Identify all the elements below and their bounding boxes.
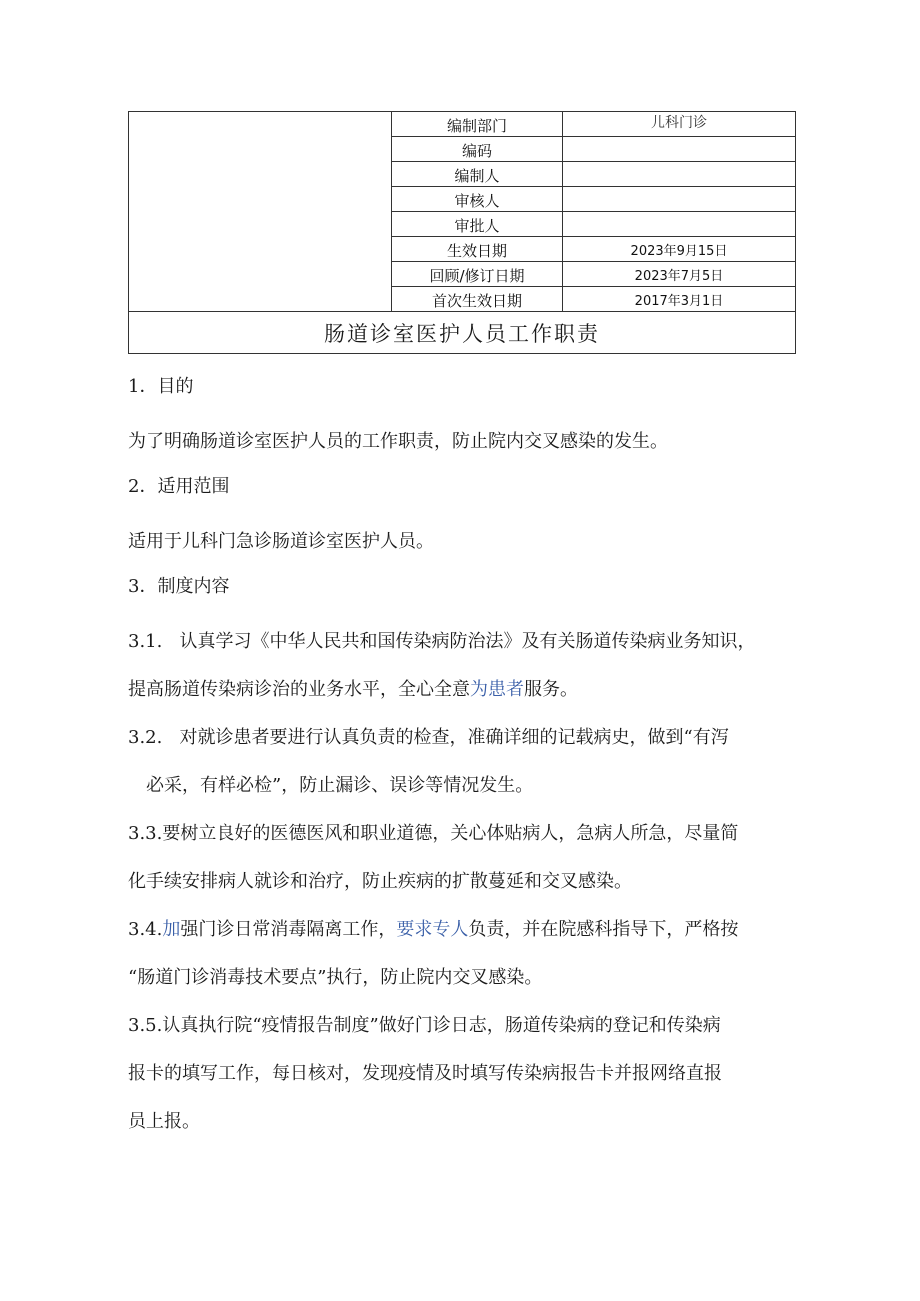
section-2-heading: 2．适用范围 [128, 476, 230, 497]
value-reviewer [563, 187, 796, 212]
clause-text: 化手续安排病人就诊和治疗，防止疾病的扩散蔓延和交叉感染。 [128, 871, 632, 892]
clause-3-5 [128, 1002, 800, 1146]
value-approver [563, 212, 796, 237]
label-effective-date: 生效日期 [392, 237, 563, 262]
clause-text: 员上报。 [128, 1111, 200, 1132]
clause-text: “肠道门诊消毒技术要点”执行，防止院内交叉感染。 [128, 967, 543, 988]
clause-3-1 [128, 618, 800, 714]
section-2-text: 适用于儿科门急诊肠道诊室医护人员。 [128, 531, 434, 552]
section-1-heading: 1．目的 [128, 376, 194, 397]
clause-highlight: 为患者 [470, 679, 524, 700]
clause-text: 服务。 [524, 679, 578, 700]
clause-text: 必采，有样必检”，防止漏诊、误诊等情况发生。 [146, 775, 534, 796]
clause-number: 3.1. [128, 631, 163, 652]
document-title: 肠道诊室医护人员工作职责 [129, 312, 796, 354]
section-1-text: 为了明确肠道诊室医护人员的工作职责，防止院内交叉感染的发生。 [128, 431, 668, 452]
value-code [563, 137, 796, 162]
clause-text: 对就诊患者要进行认真负责的检查，准确详细的记载病史，做到“有泻 [179, 727, 729, 748]
clause-text: 要树立良好的医德医风和职业道德，关心体贴病人，急病人所急，尽量简 [162, 823, 739, 844]
clause-number: 3.3. [128, 823, 163, 844]
clause-3-4 [128, 906, 800, 1002]
value-first-effective-date: 2017年3月1日 [563, 287, 796, 312]
clause-number: 3.2. [128, 727, 163, 748]
clause-3-3 [128, 810, 800, 906]
clause-number: 3.4. [128, 919, 163, 940]
label-author: 编制人 [392, 162, 563, 187]
label-reviewer: 审核人 [392, 187, 563, 212]
label-first-effective-date: 首次生效日期 [392, 287, 563, 312]
clause-number: 3.5. [128, 1015, 163, 1036]
document-header-table [128, 111, 796, 354]
clause-text: 报卡的填写工作，每日核对，发现疫情及时填写传染病报告卡并报网络直报 [128, 1063, 722, 1084]
clause-text: 提高肠道传染病诊治的业务水平，全心全意 [128, 679, 470, 700]
section-3-heading: 3．制度内容 [128, 576, 230, 597]
clause-text: 强门诊日常消毒隔离工作， [180, 919, 397, 940]
clause-text: 负责，并在院感科指导下，严格按 [468, 919, 739, 940]
value-review-date: 2023年7月5日 [563, 262, 796, 287]
value-dept: 儿科门诊 [563, 112, 796, 137]
document-body [128, 370, 800, 1146]
logo-area [129, 112, 392, 312]
value-author [563, 162, 796, 187]
label-code: 编码 [392, 137, 563, 162]
clause-3-2 [128, 714, 800, 810]
clause-text: 认真执行院“疫情报告制度”做好门诊日志，肠道传染病的登记和传染病 [162, 1015, 721, 1036]
label-dept: 编制部门 [392, 112, 563, 137]
label-review-date: 回顾/修订日期 [392, 262, 563, 287]
label-approver: 审批人 [392, 212, 563, 237]
clause-highlight: 加 [162, 919, 181, 940]
clause-highlight: 要求专人 [396, 919, 469, 940]
clause-text: 认真学习《中华人民共和国传染病防治法》及有关肠道传染病业务知识， [179, 631, 756, 652]
value-effective-date: 2023年9月15日 [563, 237, 796, 262]
